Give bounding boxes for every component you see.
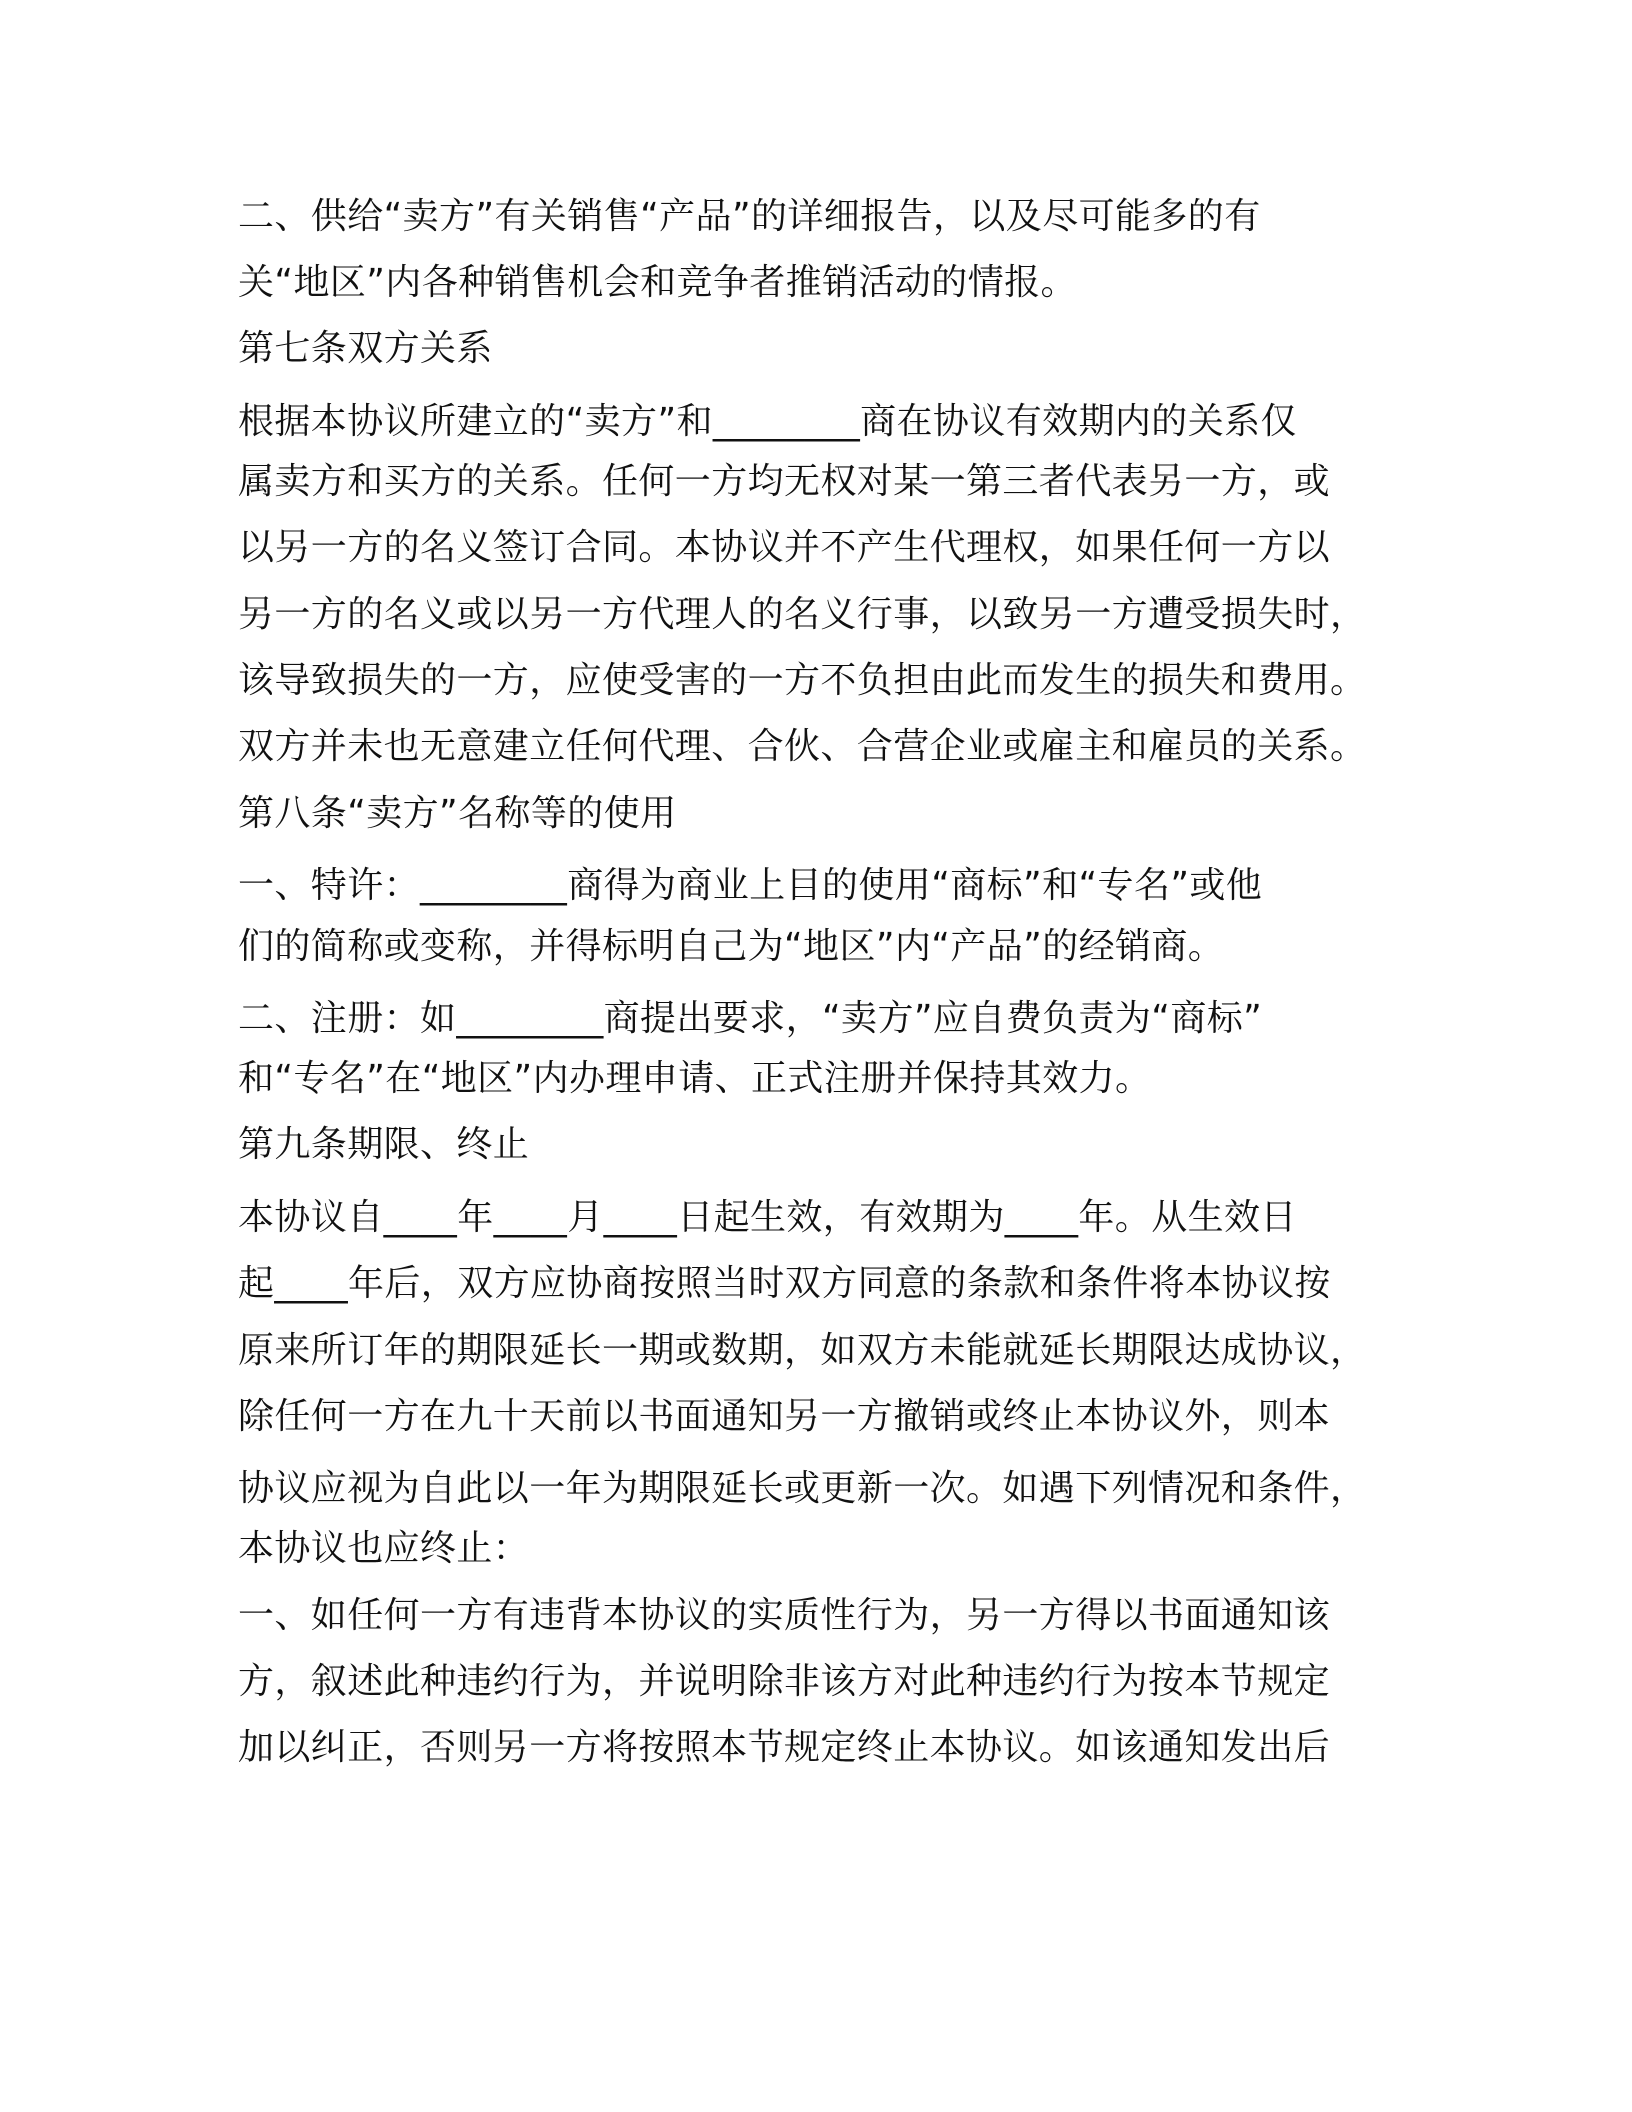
- text-line: 一、特许：________商得为商业上目的使用“商标”和“专名”或他: [238, 865, 1263, 906]
- text-line: 关“地区”内各种销售机会和竞争者推销活动的情报。: [238, 262, 1077, 303]
- section-heading: 第九条期限、终止: [238, 1124, 530, 1165]
- section-heading: 第八条“卖方”名称等的使用: [238, 793, 677, 834]
- text-line: 一、如任何一方有违背本协议的实质性行为，另一方得以书面通知该: [238, 1595, 1331, 1636]
- text-line: 该导致损失的一方，应使受害的一方不负担由此而发生的损失和费用。: [238, 660, 1367, 701]
- text-line: 本协议自____年____月____日起生效，有效期为____年。从生效日: [238, 1197, 1297, 1238]
- text-line: 们的简称或变称，并得标明自己为“地区”内“产品”的经销商。: [238, 926, 1225, 967]
- text-line: 加以纠正，否则另一方将按照本节规定终止本协议。如该通知发出后: [238, 1727, 1331, 1768]
- section-heading: 第七条双方关系: [238, 328, 493, 369]
- text-line: 和“专名”在“地区”内办理申请、正式注册并保持其效力。: [238, 1058, 1152, 1099]
- text-line: 原来所订年的期限延长一期或数期，如双方未能就延长期限达成协议，: [238, 1330, 1367, 1371]
- text-line: 本协议也应终止：: [238, 1528, 530, 1569]
- text-line: 方，叙述此种违约行为，并说明除非该方对此种违约行为按本节规定: [238, 1661, 1331, 1702]
- text-line: 起____年后，双方应协商按照当时双方同意的条款和条件将本协议按: [238, 1263, 1331, 1304]
- text-line: 以另一方的名义签订合同。本协议并不产生代理权，如果任何一方以: [238, 527, 1331, 568]
- text-line: 除任何一方在九十天前以书面通知另一方撤销或终止本协议外，则本: [238, 1396, 1331, 1437]
- text-line: 二、供给“卖方”有关销售“产品”的详细报告，以及尽可能多的有: [238, 196, 1261, 237]
- text-line: 协议应视为自此以一年为期限延长或更新一次。如遇下列情况和条件，: [238, 1468, 1367, 1509]
- text-line: 另一方的名义或以另一方代理人的名义行事，以致另一方遭受损失时，: [238, 594, 1367, 635]
- text-line: 二、注册：如________商提出要求，“卖方”应自费负责为“商标”: [238, 998, 1263, 1039]
- text-line: 根据本协议所建立的“卖方”和________商在协议有效期内的关系仅: [238, 401, 1297, 442]
- text-line: 双方并未也无意建立任何代理、合伙、合营企业或雇主和雇员的关系。: [238, 726, 1367, 767]
- text-line: 属卖方和买方的关系。任何一方均无权对某一第三者代表另一方，或: [238, 461, 1331, 502]
